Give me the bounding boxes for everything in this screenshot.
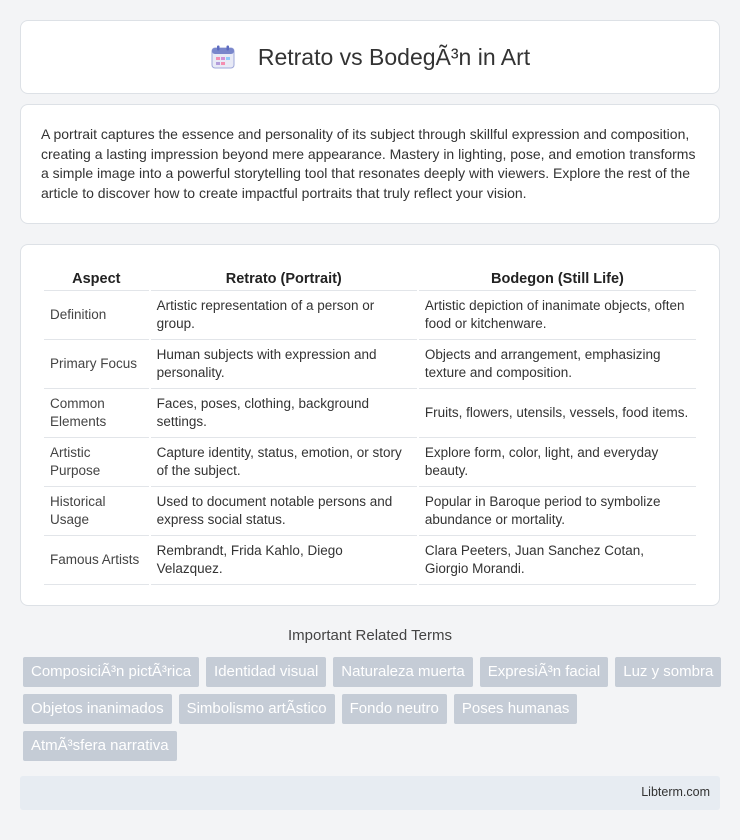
related-term-tag[interactable]: Identidad visual xyxy=(206,657,326,687)
table-row xyxy=(44,389,696,438)
intro-text: A portrait captures the essence and personality of its subject through skillful expression and composition, creating a lasting impression beyond mere appearance. Mastery in lighting, pose, and emotion transforms a simple image into a powerful storytelling tool that resonates deeply with viewers. Explore the rest of the article to discover how to create impactful portraits that truly reflect your vision. xyxy=(41,126,696,201)
related-term-tag[interactable]: Naturaleza muerta xyxy=(333,657,472,687)
aspect-cell: Artistic Purpose xyxy=(44,438,149,487)
related-term-tag[interactable]: ComposiciÃ³n pictÃ³rica xyxy=(23,657,199,687)
table-row xyxy=(44,536,696,585)
aspect-cell: Historical Usage xyxy=(44,487,149,536)
retrato-cell: Rembrandt, Frida Kahlo, Diego Velazquez. xyxy=(151,536,417,585)
bodegon-cell: Popular in Baroque period to symbolize abundance or mortality. xyxy=(419,487,696,536)
bodegon-cell: Objects and arrangement, emphasizing texture and composition. xyxy=(419,340,696,389)
table-row xyxy=(44,291,696,340)
bodegon-cell: Explore form, color, light, and everyday beauty. xyxy=(419,438,696,487)
bodegon-cell: Clara Peeters, Juan Sanchez Cotan, Giorgio Morandi. xyxy=(419,536,696,585)
column-header: Aspect xyxy=(44,265,149,291)
column-header: Retrato (Portrait) xyxy=(151,265,417,291)
aspect-cell: Famous Artists xyxy=(44,536,149,585)
column-header: Bodegon (Still Life) xyxy=(419,265,696,291)
intro-card xyxy=(20,104,720,224)
title-card xyxy=(20,20,720,94)
related-term-tag[interactable]: Objetos inanimados xyxy=(23,694,172,724)
retrato-cell: Artistic representation of a person or group. xyxy=(151,291,417,340)
related-term-tag[interactable]: Luz y sombra xyxy=(615,657,721,687)
table-row xyxy=(44,487,696,536)
related-terms-title: Important Related Terms xyxy=(288,627,452,644)
comparison-table xyxy=(42,265,698,585)
related-term-tag[interactable]: AtmÃ³sfera narrativa xyxy=(23,731,177,761)
retrato-cell: Capture identity, status, emotion, or story of the subject. xyxy=(151,438,417,487)
table-header-row xyxy=(44,265,696,291)
bodegon-cell: Fruits, flowers, utensils, vessels, food items. xyxy=(419,389,696,438)
aspect-cell: Primary Focus xyxy=(44,340,149,389)
retrato-cell: Faces, poses, clothing, background settings. xyxy=(151,389,417,438)
comparison-card xyxy=(20,244,720,606)
footer xyxy=(20,776,720,810)
retrato-cell: Human subjects with expression and personality. xyxy=(151,340,417,389)
table-row xyxy=(44,340,696,389)
related-term-tag[interactable]: Poses humanas xyxy=(454,694,578,724)
related-term-tag[interactable]: Fondo neutro xyxy=(342,694,447,724)
bodegon-cell: Artistic depiction of inanimate objects, often food or kitchenware. xyxy=(419,291,696,340)
related-term-tag[interactable]: Simbolismo artÃstico xyxy=(179,694,335,724)
related-term-tag[interactable]: ExpresiÃ³n facial xyxy=(480,657,609,687)
related-terms-list xyxy=(23,657,723,761)
footer-site-link[interactable]: Libterm.com xyxy=(641,785,710,799)
aspect-cell: Common Elements xyxy=(44,389,149,438)
calendar-icon xyxy=(210,44,236,70)
table-row xyxy=(44,438,696,487)
aspect-cell: Definition xyxy=(44,291,149,340)
page-title: Retrato vs BodegÃ³n in Art xyxy=(257,43,531,70)
retrato-cell: Used to document notable persons and express social status. xyxy=(151,487,417,536)
